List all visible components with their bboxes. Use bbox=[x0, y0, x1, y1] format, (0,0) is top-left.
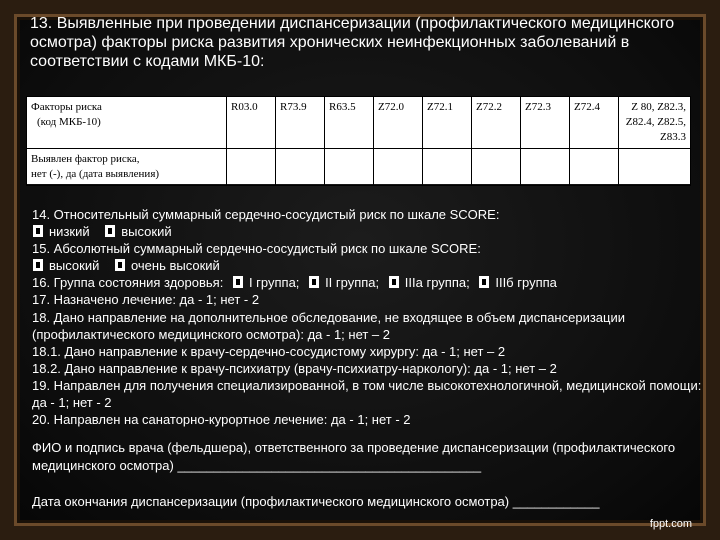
row-label: Выявлен фактор риска, bbox=[31, 153, 140, 165]
item-15: 15. Абсолютный суммарный сердечно-сосудистый риск по шкале SCORE: bbox=[32, 241, 481, 257]
code-cell: Z72.4 bbox=[570, 97, 619, 149]
code-cell: R03.0 bbox=[227, 97, 276, 149]
code-cell: R63.5 bbox=[325, 97, 374, 149]
questionnaire-body bbox=[32, 206, 702, 428]
checkbox-icon[interactable] bbox=[105, 225, 115, 237]
option-low: низкий bbox=[49, 224, 90, 240]
item-16-label: 16. Группа состояния здоровья: bbox=[32, 275, 224, 291]
item-17: 17. Назначено лечение: да - 1; нет - 2 bbox=[32, 292, 260, 308]
code-cell: Z72.1 bbox=[423, 97, 472, 149]
value-cell[interactable] bbox=[325, 149, 374, 186]
header-sublabel: (код МКБ-10) bbox=[37, 116, 101, 128]
code-cell: Z 80, Z82.3, Z82.4, Z82.5, Z83.3 bbox=[619, 97, 691, 149]
checkbox-icon[interactable] bbox=[33, 225, 43, 237]
group-1-label: I группа; bbox=[248, 275, 300, 291]
group-2-label: II группа; bbox=[325, 275, 380, 291]
row-label-cell bbox=[27, 149, 227, 186]
section-title: 13. Выявленные при проведении диспансеризации (профилактического медицинского осмотра) факторы риска развития хронических неинфекционных заболеваний в соответствии с кодами МКБ-10: bbox=[30, 15, 675, 70]
checkbox-icon[interactable] bbox=[33, 259, 43, 271]
checkbox-icon[interactable] bbox=[309, 276, 319, 288]
code-cell: Z72.2 bbox=[472, 97, 521, 149]
option-high: высокий bbox=[49, 258, 100, 274]
value-cell[interactable] bbox=[570, 149, 619, 186]
checkbox-icon[interactable] bbox=[389, 276, 399, 288]
group-3a-label: IIIа группа; bbox=[404, 275, 470, 291]
row-sublabel: нет (-), да (дата выявления) bbox=[31, 168, 160, 180]
code-cell: Z72.0 bbox=[374, 97, 423, 149]
value-cell[interactable] bbox=[619, 149, 691, 186]
item-14: 14. Относительный суммарный сердечно-сосудистый риск по шкале SCORE: bbox=[32, 207, 500, 222]
checkbox-icon[interactable] bbox=[479, 276, 489, 288]
checkbox-icon[interactable] bbox=[115, 259, 125, 271]
item-18: 18. Дано направление на дополнительное обследование, не входящее в объем диспансеризации (профилактического медицинского осмотра): да - 1; нет – 2 bbox=[32, 309, 625, 342]
item-20: 20. Направлен на санаторно-курортное лечение: да - 1; нет - 2 bbox=[32, 412, 411, 428]
item-14-options bbox=[32, 223, 702, 240]
item-18-1: 18.1. Дано направление к врачу-сердечно-сосудистому хирургу: да - 1; нет – 2 bbox=[32, 343, 506, 359]
value-cell[interactable] bbox=[276, 149, 325, 186]
header-cell bbox=[27, 97, 227, 149]
risk-factors-table bbox=[26, 96, 690, 184]
code-cell: Z72.3 bbox=[521, 97, 570, 149]
end-date-line: Дата окончания диспансеризации (профилактического медицинского осмотра) ____________ bbox=[32, 494, 600, 509]
option-high: высокий bbox=[121, 224, 172, 240]
value-cell[interactable] bbox=[521, 149, 570, 186]
signature-line: ФИО и подпись врача (фельдшера), ответственного за проведение диспансеризации (профилактического медицинского осмотра) __________________________________________ bbox=[32, 440, 676, 473]
header-label: Факторы риска bbox=[31, 101, 102, 113]
item-19: 19. Направлен для получения специализированной, в том числе высокотехнологичной, медицинской помощи: да - 1; нет - 2 bbox=[32, 377, 702, 411]
footer-brand: fppt.com bbox=[649, 518, 692, 530]
item-15-options bbox=[32, 257, 702, 274]
group-3b-label: IIIб группа bbox=[495, 275, 557, 291]
item-16 bbox=[32, 274, 702, 291]
item-18-2: 18.2. Дано направление к врачу-психиатру (врачу-психиатру-наркологу): да - 1; нет – 2 bbox=[32, 360, 557, 376]
checkbox-icon[interactable] bbox=[233, 276, 243, 288]
option-very-high: очень высокий bbox=[130, 258, 220, 274]
value-cell[interactable] bbox=[227, 149, 276, 186]
value-cell[interactable] bbox=[472, 149, 521, 186]
code-cell: R73.9 bbox=[276, 97, 325, 149]
value-cell[interactable] bbox=[374, 149, 423, 186]
value-cell[interactable] bbox=[423, 149, 472, 186]
